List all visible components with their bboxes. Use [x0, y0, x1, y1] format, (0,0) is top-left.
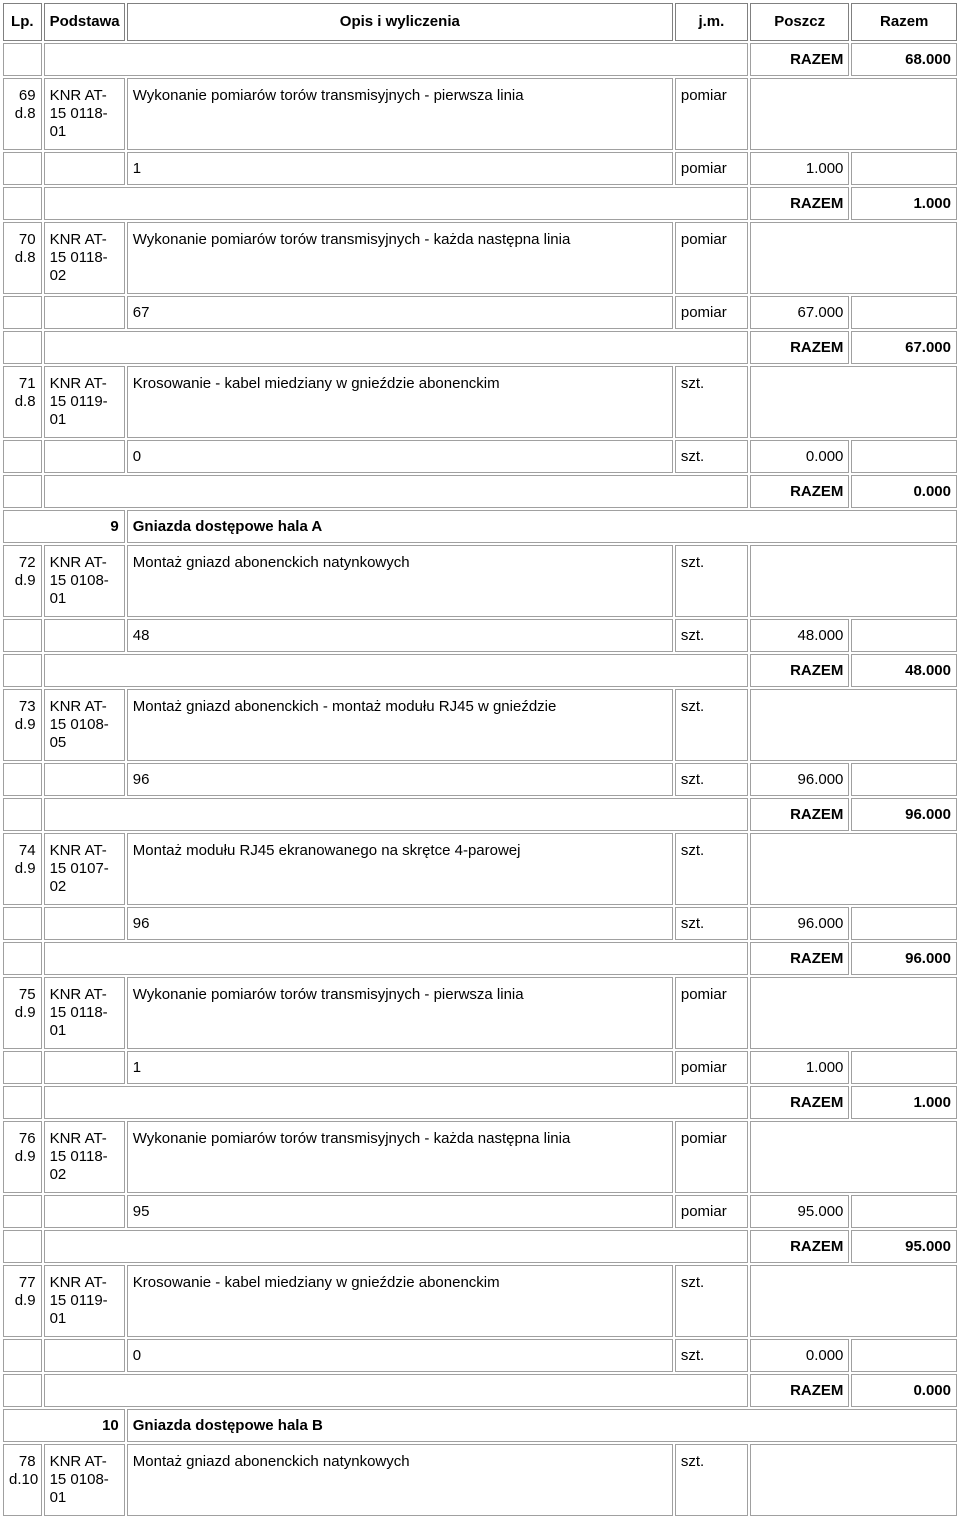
position-row: [3, 1444, 957, 1516]
position-description: Montaż gniazd abonenckich natynkowych: [127, 1444, 673, 1516]
razem-value: 0.000: [851, 1374, 957, 1407]
calc-unit: szt.: [675, 619, 748, 652]
position-section-ref: d.10: [9, 1471, 39, 1488]
position-unit: pomiar: [675, 1121, 748, 1193]
calculation-row: [3, 440, 957, 473]
razem-value: 68.000: [851, 43, 957, 76]
empty-cell: [750, 1444, 957, 1516]
razem-value: 96.000: [851, 942, 957, 975]
position-number: 77: [18, 1274, 36, 1291]
empty-cell: [3, 907, 42, 940]
razem-row: [3, 475, 957, 508]
empty-cell: [750, 689, 957, 761]
calc-unit: szt.: [675, 440, 748, 473]
empty-cell: [3, 1195, 42, 1228]
position-section-ref: d.8: [14, 105, 36, 122]
empty-cell: [750, 545, 957, 617]
calculation-row: [3, 1339, 957, 1372]
position-basis: KNR AT-15 0118-01: [44, 78, 125, 150]
calc-unit: szt.: [675, 1339, 748, 1372]
empty-cell: [44, 187, 748, 220]
calc-expression: 48: [127, 619, 673, 652]
empty-cell: [44, 1374, 748, 1407]
position-section-ref: d.8: [14, 249, 36, 266]
razem-value: 48.000: [851, 654, 957, 687]
position-row: [3, 545, 957, 617]
calc-expression: 1: [127, 152, 673, 185]
calc-expression: 67: [127, 296, 673, 329]
calc-value: 48.000: [750, 619, 849, 652]
table-header-row: [3, 3, 957, 41]
calc-value: 96.000: [750, 763, 849, 796]
calc-value: 96.000: [750, 907, 849, 940]
position-basis: KNR AT-15 0118-01: [44, 977, 125, 1049]
calc-unit: szt.: [675, 763, 748, 796]
razem-value: 1.000: [851, 187, 957, 220]
section-title: Gniazda dostępowe hala B: [127, 1409, 957, 1442]
razem-row: [3, 654, 957, 687]
empty-cell: [3, 296, 42, 329]
position-description: Montaż gniazd abonenckich natynkowych: [127, 545, 673, 617]
header-podstawa: Podstawa: [44, 3, 125, 41]
calc-expression: 95: [127, 1195, 673, 1228]
header-razem: Razem: [851, 3, 957, 41]
position-unit: pomiar: [675, 222, 748, 294]
position-row: [3, 833, 957, 905]
section-number: 9: [3, 510, 125, 543]
empty-cell: [3, 475, 42, 508]
header-jm: j.m.: [675, 3, 748, 41]
position-lp: [3, 1121, 42, 1193]
calc-unit: szt.: [675, 907, 748, 940]
empty-cell: [3, 187, 42, 220]
empty-cell: [44, 296, 125, 329]
calc-expression: 96: [127, 763, 673, 796]
empty-cell: [3, 763, 42, 796]
calculation-row: [3, 619, 957, 652]
razem-row: [3, 43, 957, 76]
position-section-ref: d.9: [14, 1148, 36, 1165]
razem-value: 1.000: [851, 1086, 957, 1119]
position-unit: szt.: [675, 833, 748, 905]
empty-cell: [44, 152, 125, 185]
empty-cell: [44, 1086, 748, 1119]
razem-label: RAZEM: [750, 1374, 849, 1407]
razem-row: [3, 1230, 957, 1263]
razem-value: 95.000: [851, 1230, 957, 1263]
position-basis: KNR AT-15 0107-02: [44, 833, 125, 905]
position-unit: szt.: [675, 366, 748, 438]
position-description: Montaż modułu RJ45 ekranowanego na skrętce 4-parowej: [127, 833, 673, 905]
razem-label: RAZEM: [750, 654, 849, 687]
empty-cell: [3, 331, 42, 364]
calc-value: 1.000: [750, 1051, 849, 1084]
empty-cell: [3, 152, 42, 185]
razem-value: 96.000: [851, 798, 957, 831]
position-basis: KNR AT-15 0108-01: [44, 1444, 125, 1516]
position-description: Krosowanie - kabel miedziany w gnieździe abonenckim: [127, 1265, 673, 1337]
cost-estimate-table: [1, 1, 959, 1518]
position-row: [3, 1265, 957, 1337]
razem-row: [3, 331, 957, 364]
position-lp: [3, 545, 42, 617]
position-section-ref: d.9: [14, 860, 36, 877]
position-row: [3, 222, 957, 294]
empty-cell: [750, 1265, 957, 1337]
empty-cell: [851, 152, 957, 185]
empty-cell: [851, 763, 957, 796]
position-number: 76: [18, 1130, 36, 1147]
empty-cell: [750, 977, 957, 1049]
position-lp: [3, 1444, 42, 1516]
position-unit: szt.: [675, 545, 748, 617]
calc-value: 1.000: [750, 152, 849, 185]
calc-expression: 1: [127, 1051, 673, 1084]
position-basis: KNR AT-15 0108-01: [44, 545, 125, 617]
position-number: 78: [18, 1453, 36, 1470]
empty-cell: [750, 833, 957, 905]
empty-cell: [3, 1339, 42, 1372]
position-lp: [3, 833, 42, 905]
calculation-row: [3, 1051, 957, 1084]
empty-cell: [851, 907, 957, 940]
razem-label: RAZEM: [750, 1230, 849, 1263]
position-number: 75: [18, 986, 36, 1003]
section-row: [3, 1409, 957, 1442]
empty-cell: [750, 366, 957, 438]
calc-value: 67.000: [750, 296, 849, 329]
position-lp: [3, 78, 42, 150]
razem-label: RAZEM: [750, 43, 849, 76]
section-row: [3, 510, 957, 543]
empty-cell: [44, 1195, 125, 1228]
position-unit: pomiar: [675, 78, 748, 150]
calculation-row: [3, 1195, 957, 1228]
position-number: 72: [18, 554, 36, 571]
empty-cell: [3, 619, 42, 652]
calc-value: 0.000: [750, 1339, 849, 1372]
empty-cell: [44, 440, 125, 473]
empty-cell: [44, 798, 748, 831]
header-opis: Opis i wyliczenia: [127, 3, 673, 41]
position-lp: [3, 977, 42, 1049]
position-section-ref: d.9: [14, 572, 36, 589]
razem-row: [3, 1374, 957, 1407]
calculation-row: [3, 907, 957, 940]
razem-label: RAZEM: [750, 1086, 849, 1119]
calc-value: 0.000: [750, 440, 849, 473]
empty-cell: [851, 1051, 957, 1084]
empty-cell: [44, 1339, 125, 1372]
calc-unit: pomiar: [675, 1051, 748, 1084]
position-row: [3, 1121, 957, 1193]
empty-cell: [851, 1339, 957, 1372]
header-lp: Lp.: [3, 3, 42, 41]
razem-value: 0.000: [851, 475, 957, 508]
empty-cell: [750, 222, 957, 294]
calc-value: 95.000: [750, 1195, 849, 1228]
position-description: Wykonanie pomiarów torów transmisyjnych - każda następna linia: [127, 1121, 673, 1193]
position-section-ref: d.9: [14, 1292, 36, 1309]
calc-expression: 0: [127, 440, 673, 473]
empty-cell: [3, 654, 42, 687]
position-section-ref: d.9: [14, 716, 36, 733]
empty-cell: [44, 1230, 748, 1263]
empty-cell: [3, 942, 42, 975]
calc-unit: pomiar: [675, 1195, 748, 1228]
empty-cell: [44, 1051, 125, 1084]
position-number: 70: [18, 231, 36, 248]
razem-row: [3, 1086, 957, 1119]
razem-label: RAZEM: [750, 331, 849, 364]
position-basis: KNR AT-15 0118-02: [44, 222, 125, 294]
position-lp: [3, 1265, 42, 1337]
position-row: [3, 366, 957, 438]
empty-cell: [851, 619, 957, 652]
empty-cell: [3, 798, 42, 831]
position-number: 69: [18, 87, 36, 104]
empty-cell: [3, 1086, 42, 1119]
calculation-row: [3, 152, 957, 185]
header-poszcz: Poszcz: [750, 3, 849, 41]
section-title: Gniazda dostępowe hala A: [127, 510, 957, 543]
position-unit: szt.: [675, 1265, 748, 1337]
empty-cell: [44, 619, 125, 652]
position-description: Wykonanie pomiarów torów transmisyjnych - pierwsza linia: [127, 78, 673, 150]
empty-cell: [851, 1195, 957, 1228]
position-section-ref: d.9: [14, 1004, 36, 1021]
empty-cell: [851, 296, 957, 329]
calc-expression: 96: [127, 907, 673, 940]
position-description: Wykonanie pomiarów torów transmisyjnych - każda następna linia: [127, 222, 673, 294]
position-basis: KNR AT-15 0119-01: [44, 366, 125, 438]
table-body: [3, 43, 957, 1516]
empty-cell: [44, 43, 748, 76]
position-unit: pomiar: [675, 977, 748, 1049]
empty-cell: [3, 1051, 42, 1084]
position-row: [3, 78, 957, 150]
razem-row: [3, 187, 957, 220]
position-basis: KNR AT-15 0119-01: [44, 1265, 125, 1337]
calc-unit: pomiar: [675, 152, 748, 185]
position-lp: [3, 689, 42, 761]
position-lp: [3, 366, 42, 438]
position-number: 71: [18, 375, 36, 392]
position-row: [3, 977, 957, 1049]
calc-unit: pomiar: [675, 296, 748, 329]
position-unit: szt.: [675, 689, 748, 761]
position-number: 74: [18, 842, 36, 859]
razem-value: 67.000: [851, 331, 957, 364]
position-row: [3, 689, 957, 761]
position-unit: szt.: [675, 1444, 748, 1516]
empty-cell: [44, 654, 748, 687]
empty-cell: [750, 78, 957, 150]
razem-label: RAZEM: [750, 475, 849, 508]
empty-cell: [44, 942, 748, 975]
empty-cell: [3, 43, 42, 76]
empty-cell: [3, 1374, 42, 1407]
empty-cell: [44, 475, 748, 508]
position-section-ref: d.8: [14, 393, 36, 410]
position-basis: KNR AT-15 0118-02: [44, 1121, 125, 1193]
calc-expression: 0: [127, 1339, 673, 1372]
empty-cell: [44, 907, 125, 940]
position-description: Montaż gniazd abonenckich - montaż modułu RJ45 w gnieździe: [127, 689, 673, 761]
razem-label: RAZEM: [750, 942, 849, 975]
razem-label: RAZEM: [750, 187, 849, 220]
empty-cell: [3, 1230, 42, 1263]
section-number: 10: [3, 1409, 125, 1442]
empty-cell: [750, 1121, 957, 1193]
empty-cell: [44, 763, 125, 796]
empty-cell: [851, 440, 957, 473]
position-description: Wykonanie pomiarów torów transmisyjnych - pierwsza linia: [127, 977, 673, 1049]
position-description: Krosowanie - kabel miedziany w gnieździe abonenckim: [127, 366, 673, 438]
calculation-row: [3, 296, 957, 329]
position-number: 73: [18, 698, 36, 715]
calculation-row: [3, 763, 957, 796]
empty-cell: [3, 440, 42, 473]
empty-cell: [44, 331, 748, 364]
razem-label: RAZEM: [750, 798, 849, 831]
razem-row: [3, 798, 957, 831]
razem-row: [3, 942, 957, 975]
position-lp: [3, 222, 42, 294]
position-basis: KNR AT-15 0108-05: [44, 689, 125, 761]
